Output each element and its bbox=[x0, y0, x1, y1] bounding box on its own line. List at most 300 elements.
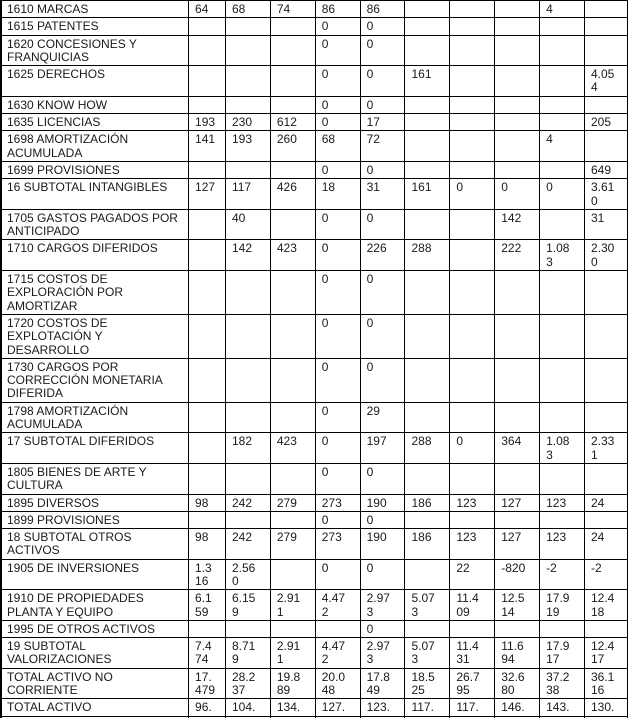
cell-value bbox=[225, 620, 270, 637]
table-row bbox=[1, 35, 628, 66]
cell-value: 32.680 bbox=[495, 668, 540, 699]
cell-value bbox=[584, 463, 627, 494]
cell-value bbox=[495, 358, 540, 402]
cell-value bbox=[189, 620, 226, 637]
table-row bbox=[1, 114, 628, 131]
cell-value: 0 bbox=[315, 511, 360, 528]
cell-value: 127 bbox=[495, 494, 540, 511]
cell-value bbox=[584, 131, 627, 162]
cell-value: 143. bbox=[540, 699, 585, 716]
cell-value bbox=[270, 209, 315, 240]
cell-value: 104. bbox=[225, 699, 270, 716]
cell-account-label: TOTAL ACTIVO NO CORRIENTE bbox=[1, 668, 189, 699]
cell-value bbox=[270, 314, 315, 358]
cell-account-label: 18 SUBTOTAL OTROS ACTIVOS bbox=[1, 529, 189, 560]
cell-value: 17.919 bbox=[540, 590, 585, 621]
cell-value bbox=[225, 271, 270, 315]
cell-value: 141 bbox=[189, 131, 226, 162]
table-row bbox=[1, 1, 628, 18]
cell-value bbox=[450, 314, 495, 358]
cell-value: 273 bbox=[315, 494, 360, 511]
cell-value: 2.300 bbox=[584, 240, 627, 271]
cell-value bbox=[189, 511, 226, 528]
cell-value bbox=[270, 358, 315, 402]
cell-value bbox=[405, 358, 450, 402]
cell-value: 123 bbox=[540, 494, 585, 511]
cell-account-label: 1705 GASTOS PAGADOS POR ANTICIPADO bbox=[1, 209, 189, 240]
cell-value: 0 bbox=[360, 271, 405, 315]
cell-value bbox=[450, 240, 495, 271]
cell-value: 226 bbox=[360, 240, 405, 271]
cell-value: 117. bbox=[450, 699, 495, 716]
cell-value: 40 bbox=[225, 209, 270, 240]
cell-value: 364 bbox=[495, 433, 540, 464]
cell-value bbox=[270, 161, 315, 178]
cell-account-label: 1615 PATENTES bbox=[1, 18, 189, 35]
cell-value: 2.973 bbox=[360, 590, 405, 621]
table-body bbox=[1, 1, 628, 718]
cell-value: 0 bbox=[360, 209, 405, 240]
cell-value bbox=[495, 271, 540, 315]
cell-value: 205 bbox=[584, 114, 627, 131]
cell-value: 2.973 bbox=[360, 638, 405, 669]
cell-value bbox=[495, 511, 540, 528]
cell-value: 279 bbox=[270, 494, 315, 511]
cell-value bbox=[315, 620, 360, 637]
cell-value bbox=[189, 314, 226, 358]
cell-value: 612 bbox=[270, 114, 315, 131]
cell-value: 22 bbox=[450, 559, 495, 590]
cell-value: 134. bbox=[270, 699, 315, 716]
cell-value bbox=[540, 463, 585, 494]
cell-value: 242 bbox=[225, 529, 270, 560]
cell-value: 36.116 bbox=[584, 668, 627, 699]
cell-value: 4 bbox=[540, 1, 585, 18]
cell-value: 260 bbox=[270, 131, 315, 162]
cell-value: 117. bbox=[405, 699, 450, 716]
cell-value: -2 bbox=[540, 559, 585, 590]
cell-value: 1.316 bbox=[189, 559, 226, 590]
cell-value bbox=[270, 511, 315, 528]
cell-value: 96. bbox=[189, 699, 226, 716]
table-row bbox=[1, 402, 628, 433]
cell-value: 649 bbox=[584, 161, 627, 178]
cell-value bbox=[189, 358, 226, 402]
cell-value: 1.083 bbox=[540, 433, 585, 464]
cell-value: 1.083 bbox=[540, 240, 585, 271]
cell-value: 8.719 bbox=[225, 638, 270, 669]
cell-value bbox=[225, 358, 270, 402]
cell-value: 31 bbox=[360, 179, 405, 210]
cell-value bbox=[450, 161, 495, 178]
cell-account-label: 1620 CONCESIONES Y FRANQUICIAS bbox=[1, 35, 189, 66]
cell-value bbox=[540, 161, 585, 178]
cell-value: 11.409 bbox=[450, 590, 495, 621]
cell-value: 0 bbox=[315, 114, 360, 131]
cell-value: 0 bbox=[315, 209, 360, 240]
cell-value: 273 bbox=[315, 529, 360, 560]
cell-value bbox=[225, 35, 270, 66]
cell-value: 0 bbox=[360, 314, 405, 358]
cell-value bbox=[450, 358, 495, 402]
cell-value bbox=[270, 271, 315, 315]
cell-value: 186 bbox=[405, 494, 450, 511]
cell-value: 72 bbox=[360, 131, 405, 162]
cell-value bbox=[540, 96, 585, 113]
cell-value: 98 bbox=[189, 529, 226, 560]
table-row bbox=[1, 209, 628, 240]
cell-value: 127. bbox=[315, 699, 360, 716]
cell-value: 0 bbox=[315, 161, 360, 178]
cell-value: 0 bbox=[450, 433, 495, 464]
cell-value bbox=[450, 66, 495, 97]
cell-value bbox=[189, 240, 226, 271]
cell-value bbox=[225, 18, 270, 35]
cell-value: 2.911 bbox=[270, 590, 315, 621]
cell-value bbox=[405, 209, 450, 240]
cell-value: 146. bbox=[495, 699, 540, 716]
cell-value bbox=[405, 161, 450, 178]
cell-value: 123 bbox=[450, 494, 495, 511]
cell-value bbox=[270, 18, 315, 35]
table-row bbox=[1, 638, 628, 669]
cell-value: 28.237 bbox=[225, 668, 270, 699]
cell-account-label: 16 SUBTOTAL INTANGIBLES bbox=[1, 179, 189, 210]
cell-value bbox=[495, 1, 540, 18]
cell-value bbox=[189, 271, 226, 315]
cell-value: 0 bbox=[315, 35, 360, 66]
cell-value bbox=[189, 209, 226, 240]
cell-value: 0 bbox=[315, 96, 360, 113]
cell-value: 68 bbox=[315, 131, 360, 162]
cell-value bbox=[270, 35, 315, 66]
table-row bbox=[1, 161, 628, 178]
cell-value: 193 bbox=[225, 131, 270, 162]
cell-value: 123 bbox=[540, 529, 585, 560]
cell-value: 4.472 bbox=[315, 638, 360, 669]
cell-account-label: 1798 AMORTIZACIÓN ACUMULADA bbox=[1, 402, 189, 433]
cell-value bbox=[450, 114, 495, 131]
cell-value: 7.474 bbox=[189, 638, 226, 669]
cell-value: 2.331 bbox=[584, 433, 627, 464]
cell-value: 0 bbox=[360, 511, 405, 528]
table-row bbox=[1, 314, 628, 358]
cell-value: -820 bbox=[495, 559, 540, 590]
cell-value bbox=[450, 1, 495, 18]
cell-value bbox=[584, 18, 627, 35]
cell-value: 12.514 bbox=[495, 590, 540, 621]
cell-value bbox=[225, 463, 270, 494]
cell-value bbox=[495, 402, 540, 433]
cell-value bbox=[189, 433, 226, 464]
table-row bbox=[1, 271, 628, 315]
cell-value: 0 bbox=[315, 314, 360, 358]
cell-value: 123. bbox=[360, 699, 405, 716]
table-row bbox=[1, 463, 628, 494]
cell-value bbox=[540, 35, 585, 66]
cell-value bbox=[405, 271, 450, 315]
cell-value bbox=[450, 35, 495, 66]
cell-value bbox=[540, 314, 585, 358]
cell-value bbox=[405, 131, 450, 162]
cell-value: 161 bbox=[405, 179, 450, 210]
cell-value bbox=[405, 402, 450, 433]
cell-value bbox=[270, 402, 315, 433]
cell-value bbox=[405, 314, 450, 358]
cell-value bbox=[584, 96, 627, 113]
cell-value: 12.418 bbox=[584, 590, 627, 621]
table-row bbox=[1, 358, 628, 402]
cell-value bbox=[584, 314, 627, 358]
cell-value: 2.560 bbox=[225, 559, 270, 590]
cell-value bbox=[450, 463, 495, 494]
cell-value bbox=[540, 66, 585, 97]
cell-value bbox=[405, 18, 450, 35]
cell-value bbox=[495, 18, 540, 35]
cell-account-label: 1995 DE OTROS ACTIVOS bbox=[1, 620, 189, 637]
cell-value bbox=[450, 620, 495, 637]
cell-value: 64 bbox=[189, 1, 226, 18]
table-row bbox=[1, 620, 628, 637]
cell-value bbox=[540, 620, 585, 637]
cell-account-label: 1698 AMORTIZACIÓN ACUMULADA bbox=[1, 131, 189, 162]
cell-value bbox=[189, 18, 226, 35]
cell-account-label: 17 SUBTOTAL DIFERIDOS bbox=[1, 433, 189, 464]
cell-value: 242 bbox=[225, 494, 270, 511]
cell-value: 4.472 bbox=[315, 590, 360, 621]
cell-value: 0 bbox=[360, 161, 405, 178]
cell-value: 20.048 bbox=[315, 668, 360, 699]
cell-value bbox=[405, 463, 450, 494]
cell-value: 2.911 bbox=[270, 638, 315, 669]
cell-account-label: 1899 PROVISIONES bbox=[1, 511, 189, 528]
cell-value: 24 bbox=[584, 529, 627, 560]
cell-value bbox=[189, 66, 226, 97]
cell-value bbox=[225, 161, 270, 178]
cell-value: 182 bbox=[225, 433, 270, 464]
table-row bbox=[1, 699, 628, 716]
cell-value: 98 bbox=[189, 494, 226, 511]
cell-value bbox=[189, 161, 226, 178]
cell-value bbox=[450, 402, 495, 433]
cell-value: 142 bbox=[495, 209, 540, 240]
cell-value bbox=[540, 402, 585, 433]
cell-value: 0 bbox=[315, 18, 360, 35]
cell-account-label: 19 SUBTOTAL VALORIZACIONES bbox=[1, 638, 189, 669]
cell-value: 37.238 bbox=[540, 668, 585, 699]
cell-value: 230 bbox=[225, 114, 270, 131]
table-row bbox=[1, 511, 628, 528]
cell-value: 86 bbox=[360, 1, 405, 18]
cell-value: 5.073 bbox=[405, 590, 450, 621]
cell-account-label: 1625 DERECHOS bbox=[1, 66, 189, 97]
cell-account-label: 1635 LICENCIAS bbox=[1, 114, 189, 131]
cell-value bbox=[540, 18, 585, 35]
cell-value: 0 bbox=[360, 463, 405, 494]
cell-value: 29 bbox=[360, 402, 405, 433]
cell-value: 279 bbox=[270, 529, 315, 560]
cell-value: 0 bbox=[360, 35, 405, 66]
table-row bbox=[1, 590, 628, 621]
cell-value bbox=[450, 271, 495, 315]
cell-value: 0 bbox=[540, 179, 585, 210]
cell-value bbox=[189, 35, 226, 66]
cell-value: 4 bbox=[540, 131, 585, 162]
cell-value bbox=[189, 402, 226, 433]
cell-value: 17.479 bbox=[189, 668, 226, 699]
cell-value: 68 bbox=[225, 1, 270, 18]
cell-value: 0 bbox=[315, 559, 360, 590]
cell-value bbox=[270, 559, 315, 590]
cell-value bbox=[495, 131, 540, 162]
cell-value: 6.159 bbox=[189, 590, 226, 621]
cell-account-label: 1610 MARCAS bbox=[1, 1, 189, 18]
cell-value: 0 bbox=[315, 402, 360, 433]
cell-value bbox=[405, 559, 450, 590]
cell-value bbox=[584, 1, 627, 18]
table-row bbox=[1, 131, 628, 162]
cell-value: 26.795 bbox=[450, 668, 495, 699]
cell-value bbox=[225, 402, 270, 433]
cell-value bbox=[495, 96, 540, 113]
table-row bbox=[1, 529, 628, 560]
cell-value: 0 bbox=[315, 240, 360, 271]
cell-value: 288 bbox=[405, 240, 450, 271]
cell-value: 0 bbox=[360, 559, 405, 590]
cell-value: 4.054 bbox=[584, 66, 627, 97]
cell-value bbox=[495, 161, 540, 178]
table-row bbox=[1, 668, 628, 699]
table-row bbox=[1, 559, 628, 590]
cell-value: 11.694 bbox=[495, 638, 540, 669]
cell-value: 186 bbox=[405, 529, 450, 560]
cell-account-label: 1895 DIVERSOS bbox=[1, 494, 189, 511]
cell-value bbox=[225, 96, 270, 113]
cell-value bbox=[270, 66, 315, 97]
cell-value bbox=[495, 314, 540, 358]
cell-value: 12.417 bbox=[584, 638, 627, 669]
cell-value bbox=[225, 314, 270, 358]
cell-value bbox=[495, 463, 540, 494]
cell-value: 0 bbox=[495, 179, 540, 210]
cell-account-label: 1715 COSTOS DE EXPLORACIÓN POR AMORTIZAR bbox=[1, 271, 189, 315]
cell-value bbox=[540, 114, 585, 131]
cell-account-label: 1910 DE PROPIEDADES PLANTA Y EQUIPO bbox=[1, 590, 189, 621]
cell-account-label: 1730 CARGOS POR CORRECCIÓN MONETARIA DIFERIDA bbox=[1, 358, 189, 402]
table-row bbox=[1, 96, 628, 113]
cell-value: 0 bbox=[315, 358, 360, 402]
cell-value bbox=[270, 96, 315, 113]
cell-value bbox=[450, 209, 495, 240]
cell-value: 0 bbox=[315, 66, 360, 97]
cell-value bbox=[584, 358, 627, 402]
cell-value bbox=[450, 511, 495, 528]
table-row bbox=[1, 66, 628, 97]
table-row bbox=[1, 494, 628, 511]
cell-value: 161 bbox=[405, 66, 450, 97]
cell-value bbox=[540, 209, 585, 240]
cell-account-label: 1630 KNOW HOW bbox=[1, 96, 189, 113]
cell-value bbox=[584, 35, 627, 66]
cell-value bbox=[450, 96, 495, 113]
cell-value: 11.431 bbox=[450, 638, 495, 669]
cell-value bbox=[495, 66, 540, 97]
cell-value bbox=[189, 463, 226, 494]
cell-value bbox=[450, 18, 495, 35]
cell-value: 288 bbox=[405, 433, 450, 464]
cell-value: 17.849 bbox=[360, 668, 405, 699]
cell-account-label: 1805 BIENES DE ARTE Y CULTURA bbox=[1, 463, 189, 494]
cell-account-label: TOTAL ACTIVO bbox=[1, 699, 189, 716]
cell-value: 190 bbox=[360, 529, 405, 560]
cell-value: 17 bbox=[360, 114, 405, 131]
cell-value bbox=[405, 511, 450, 528]
cell-value bbox=[405, 1, 450, 18]
cell-value bbox=[584, 511, 627, 528]
cell-value bbox=[189, 96, 226, 113]
cell-value: 18 bbox=[315, 179, 360, 210]
table-row bbox=[1, 18, 628, 35]
cell-value: 127 bbox=[495, 529, 540, 560]
cell-value: 17.917 bbox=[540, 638, 585, 669]
cell-account-label: 1905 DE INVERSIONES bbox=[1, 559, 189, 590]
cell-value: 5.073 bbox=[405, 638, 450, 669]
cell-value: 423 bbox=[270, 433, 315, 464]
cell-value: 130. bbox=[584, 699, 627, 716]
cell-value bbox=[450, 131, 495, 162]
cell-account-label: 1710 CARGOS DIFERIDOS bbox=[1, 240, 189, 271]
cell-account-label: 1699 PROVISIONES bbox=[1, 161, 189, 178]
cell-value bbox=[405, 114, 450, 131]
cell-value bbox=[540, 358, 585, 402]
cell-value: 0 bbox=[360, 96, 405, 113]
cell-value: 0 bbox=[360, 66, 405, 97]
cell-value: 222 bbox=[495, 240, 540, 271]
cell-value bbox=[495, 35, 540, 66]
cell-value: 197 bbox=[360, 433, 405, 464]
cell-value bbox=[584, 402, 627, 433]
cell-account-label: 1720 COSTOS DE EXPLOTACIÓN Y DESARROLLO bbox=[1, 314, 189, 358]
cell-value: 0 bbox=[360, 18, 405, 35]
cell-value: 0 bbox=[315, 271, 360, 315]
cell-value bbox=[405, 96, 450, 113]
cell-value: 193 bbox=[189, 114, 226, 131]
cell-value bbox=[225, 511, 270, 528]
cell-value: 6.159 bbox=[225, 590, 270, 621]
cell-value: 426 bbox=[270, 179, 315, 210]
cell-value: 19.889 bbox=[270, 668, 315, 699]
cell-value bbox=[495, 114, 540, 131]
cell-value: 74 bbox=[270, 1, 315, 18]
cell-value: 3.610 bbox=[584, 179, 627, 210]
cell-value: 127 bbox=[189, 179, 226, 210]
cell-value: 31 bbox=[584, 209, 627, 240]
cell-value: 0 bbox=[315, 463, 360, 494]
cell-value: 0 bbox=[450, 179, 495, 210]
cell-value bbox=[495, 620, 540, 637]
cell-value bbox=[270, 620, 315, 637]
cell-value: 0 bbox=[360, 358, 405, 402]
cell-value bbox=[270, 463, 315, 494]
cell-value bbox=[540, 271, 585, 315]
cell-value: 24 bbox=[584, 494, 627, 511]
cell-value: 190 bbox=[360, 494, 405, 511]
cell-value: 0 bbox=[315, 433, 360, 464]
cell-value bbox=[405, 35, 450, 66]
cell-value bbox=[405, 620, 450, 637]
cell-value bbox=[225, 66, 270, 97]
cell-value: -2 bbox=[584, 559, 627, 590]
